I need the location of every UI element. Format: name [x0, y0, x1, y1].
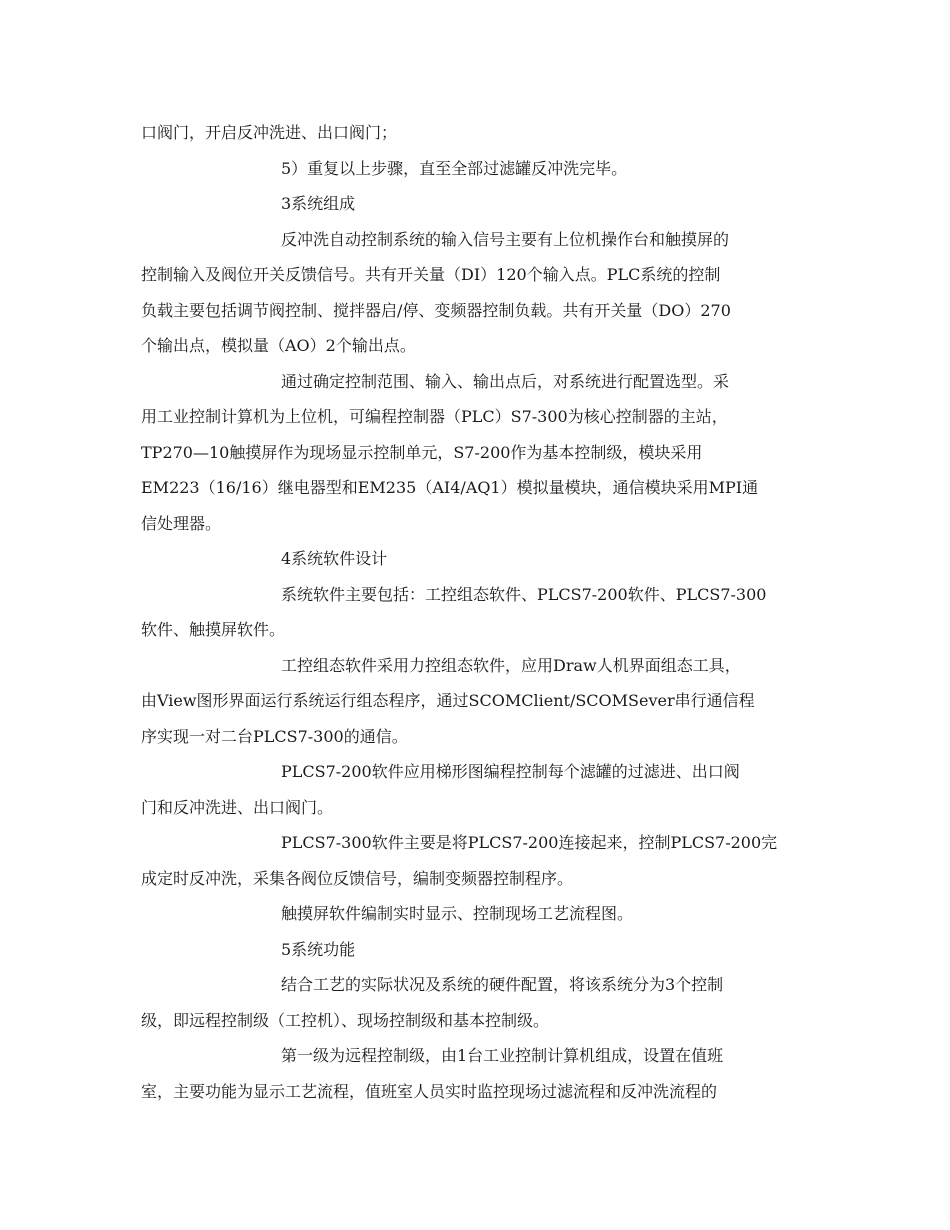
text-line: 反冲洗自动控制系统的输入信号主要有上位机操作台和触摸屏的 — [281, 229, 730, 249]
text-line: 序实现一对二台PLCS7-300的通信。 — [141, 726, 408, 746]
text-line: 成定时反冲洗，采集各阀位反馈信号，编制变频器控制程序。 — [141, 868, 574, 888]
body-text — [141, 115, 811, 1109]
text-line: 5）重复以上步骤，直至全部过滤罐反冲洗完毕。 — [281, 158, 628, 178]
text-line: 负载主要包括调节阀控制、搅拌器启/停、变频器控制负载。共有开关量（DO）270 — [141, 300, 731, 320]
text-line: 通过确定控制范围、输入、输出点后，对系统进行配置选型。采 — [281, 371, 730, 391]
text-line: 软件、触摸屏软件。 — [141, 620, 286, 639]
text-line: 室，主要功能为显示工艺流程，值班室人员实时监控现场过滤流程和反冲洗流程的 — [141, 1081, 718, 1101]
text-line: 个输出点，模拟量（AO）2个输出点。 — [141, 336, 416, 355]
text-line: 控制输入及阀位开关反馈信号。共有开关量（DI）120个输入点。PLC系统的控制 — [141, 265, 721, 284]
text-line: 触摸屏软件编制实时显示、控制现场工艺流程图。 — [281, 904, 634, 923]
text-line: 口阀门，开启反冲洗进、出口阀门； — [141, 123, 398, 142]
text-line: 级，即远程控制级（工控机）、现场控制级和基本控制级。 — [141, 1010, 550, 1030]
text-line: 5系统功能 — [281, 939, 356, 959]
text-line: 工控组态软件采用力控组态软件，应用Draw人机界面组态工具， — [281, 655, 741, 675]
text-line: 第一级为远程控制级，由1台工业控制计算机组成，设置在值班 — [281, 1046, 724, 1065]
text-line: 门和反冲洗进、出口阀门。 — [141, 797, 334, 817]
text-line: 3系统组成 — [281, 194, 356, 213]
text-line: 由View图形界面运行系统运行组态程序，通过SCOMClient/SCOMSever串行通信程 — [141, 691, 755, 710]
text-line: 用工业控制计算机为上位机，可编程控制器（PLC）S7-300为核心控制器的主站， — [141, 407, 728, 426]
text-line: EM223（16/16）继电器型和EM235（AI4/AQ1）模拟量模块，通信模块采用MPI通 — [141, 478, 759, 497]
text-line: 系统软件主要包括：工控组态软件、PLCS7-200软件、PLCS7-300 — [281, 584, 767, 604]
text-line: 4系统软件设计 — [281, 549, 388, 568]
text-line: TP270—10触摸屏作为现场显示控制单元，S7-200作为基本控制级，模块采用 — [141, 442, 703, 462]
text-line: PLCS7-300软件主要是将PLCS7-200连接起来，控制PLCS7-200完 — [281, 833, 778, 852]
text-line: PLCS7-200软件应用梯形图编程控制每个滤罐的过滤进、出口阀 — [281, 762, 740, 781]
text-line: 信处理器。 — [141, 513, 222, 533]
text-line: 结合工艺的实际状况及系统的硬件配置，将该系统分为3个控制 — [281, 975, 724, 994]
